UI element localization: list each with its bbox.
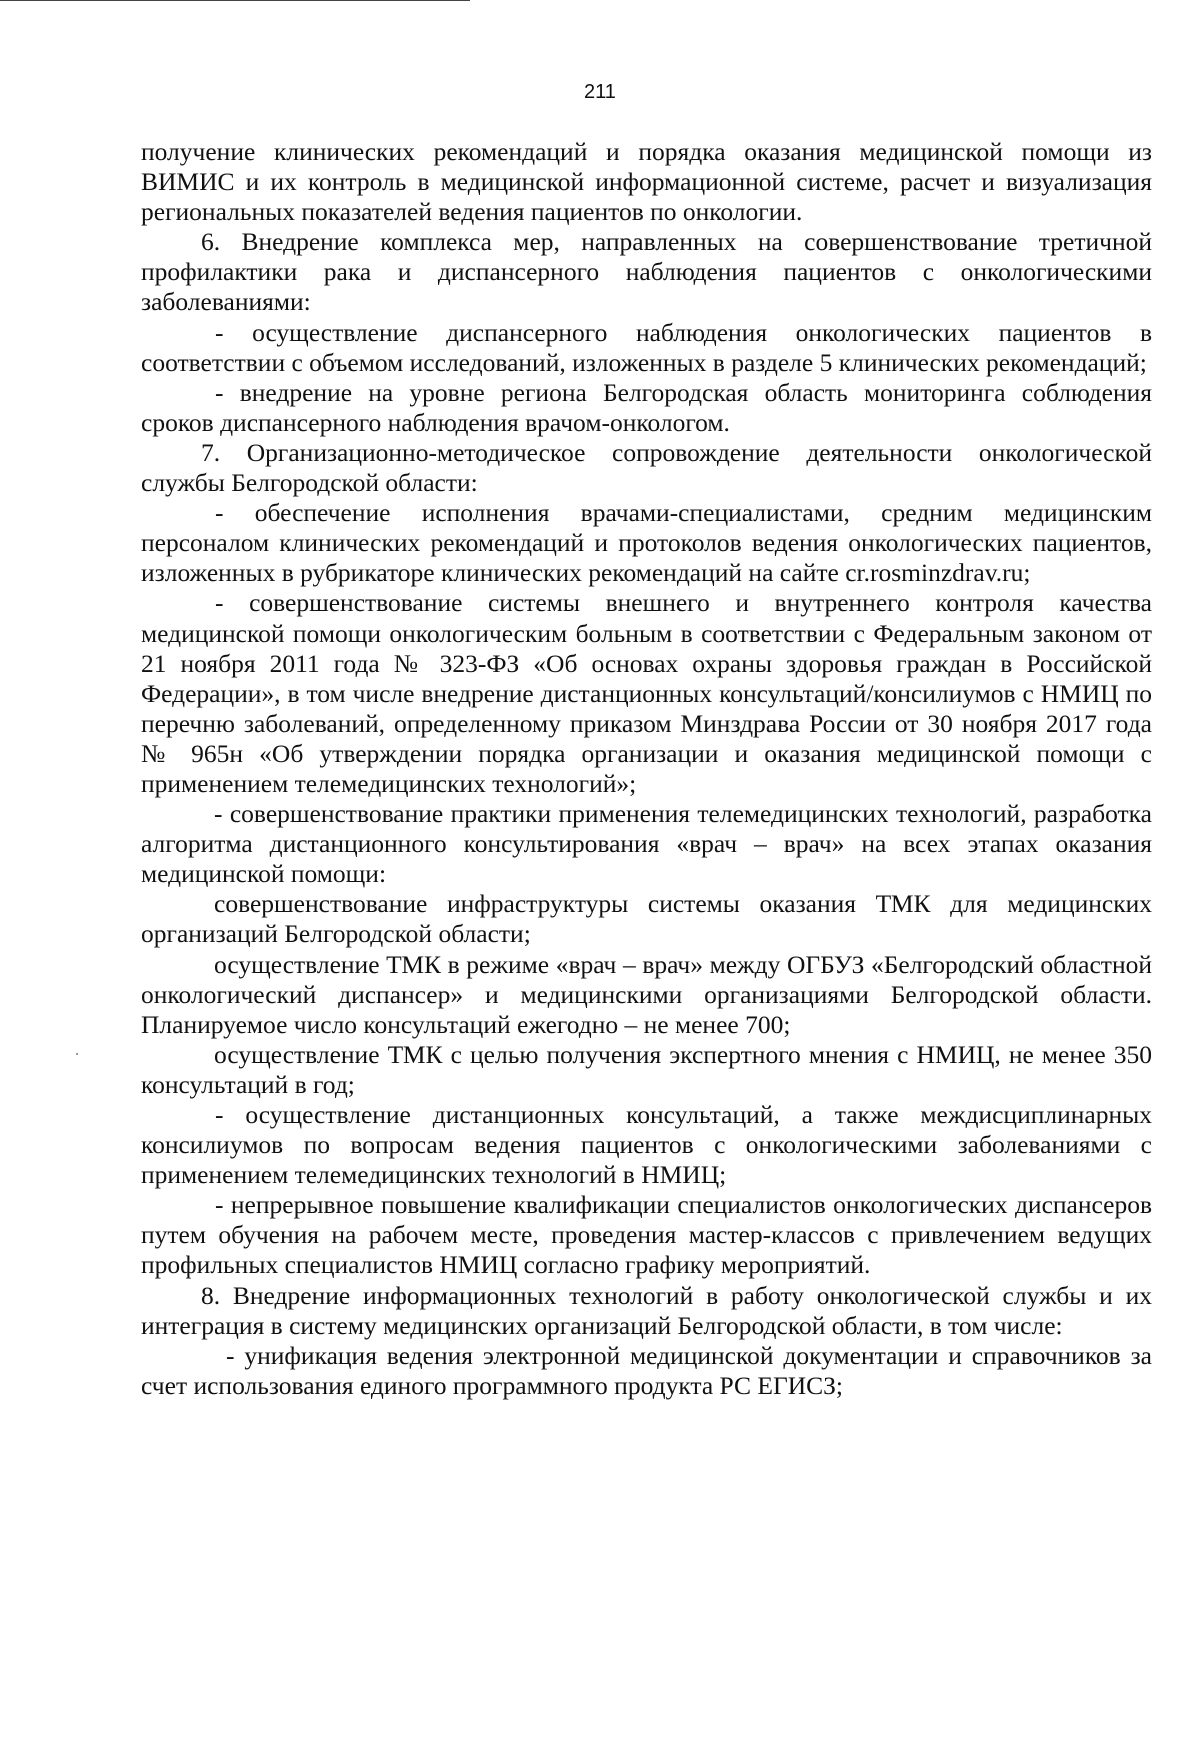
scan-edge-line xyxy=(0,0,470,1)
page-number: 211 xyxy=(584,81,616,103)
paragraph-1: получение клинических рекомендаций и порядка оказания медицинской помощи из ВИМИС и их контроль в медицинской информационной системе, расчет и визуализация региональных показателей ведения пациентов по онкологии. xyxy=(141,137,1152,227)
paragraph-2: 6. Внедрение комплекса мер, направленных на совершенствование третичной профилактики рака и диспансерного наблюдения пациентов с онкологическими заболеваниями: xyxy=(141,227,1152,317)
paragraph-6: - обеспечение исполнения врачами-специалистами, средним медицинским персоналом клинических рекомендаций и протоколов ведения онкологических пациентов, изложенных в рубрикаторе клинических рекомендаций на сайте cr.rosminzdrav.ru; xyxy=(141,498,1152,588)
document-body xyxy=(141,137,1152,1401)
paragraph-7: - совершенствование системы внешнего и внутреннего контроля качества медицинской помощи онкологическим больным в соответствии с Федеральным законом от 21 ноября 2011 года № 323-ФЗ «Об основах охраны здоровья граждан в Российской Федерации», в том числе внедрение дистанционных консультаций/консилиумов с НМИЦ по перечню заболеваний, определенному приказом Минздрава России от 30 ноября 2017 года № 965н «Об утверждении порядка организации и оказания медицинской помощи с применением телемедицинских технологий»; xyxy=(141,588,1152,798)
paragraph-4: - внедрение на уровне региона Белгородская область мониторинга соблюдения сроков диспансерного наблюдения врачом-онкологом. xyxy=(141,377,1152,437)
scan-speck xyxy=(76,1053,78,1055)
paragraph-14: 8. Внедрение информационных технологий в работу онкологической службы и их интеграция в систему медицинских организаций Белгородской области, в том числе: xyxy=(141,1280,1152,1340)
paragraph-12: - осуществление дистанционных консультаций, а также междисциплинарных консилиумов по вопросам ведения пациентов с онкологическими заболеваниями с применением телемедицинских технологий в НМИЦ; xyxy=(141,1100,1152,1190)
paragraph-13: - непрерывное повышение квалификации специалистов онкологических диспансеров путем обучения на рабочем месте, проведения мастер-классов с привлечением ведущих профильных специалистов НМИЦ согласно графику мероприятий. xyxy=(141,1190,1152,1280)
paragraph-9: совершенствование инфраструктуры системы оказания ТМК для медицинских организаций Белгородской области; xyxy=(141,889,1152,949)
paragraph-10: осуществление ТМК в режиме «врач – врач» между ОГБУЗ «Белгородский областной онкологический диспансер» и медицинскими организациями Белгородской области. Планируемое число консультаций ежегодно – не менее 700; xyxy=(141,949,1152,1039)
paragraph-15: - унификация ведения электронной медицинской документации и справочников за счет использования единого программного продукта РС ЕГИСЗ; xyxy=(141,1340,1152,1400)
paragraph-3: - осуществление диспансерного наблюдения онкологических пациентов в соответствии с объемом исследований, изложенных в разделе 5 клинических рекомендаций; xyxy=(141,317,1152,377)
paragraph-8: - совершенствование практики применения телемедицинских технологий, разработка алгоритма дистанционного консультирования «врач – врач» на всех этапах оказания медицинской помощи: xyxy=(141,799,1152,889)
paragraph-5: 7. Организационно-методическое сопровождение деятельности онкологической службы Белгородской области: xyxy=(141,437,1152,498)
paragraph-11: осуществление ТМК с целью получения экспертного мнения с НМИЦ, не менее 350 консультаций в год; xyxy=(141,1039,1152,1099)
